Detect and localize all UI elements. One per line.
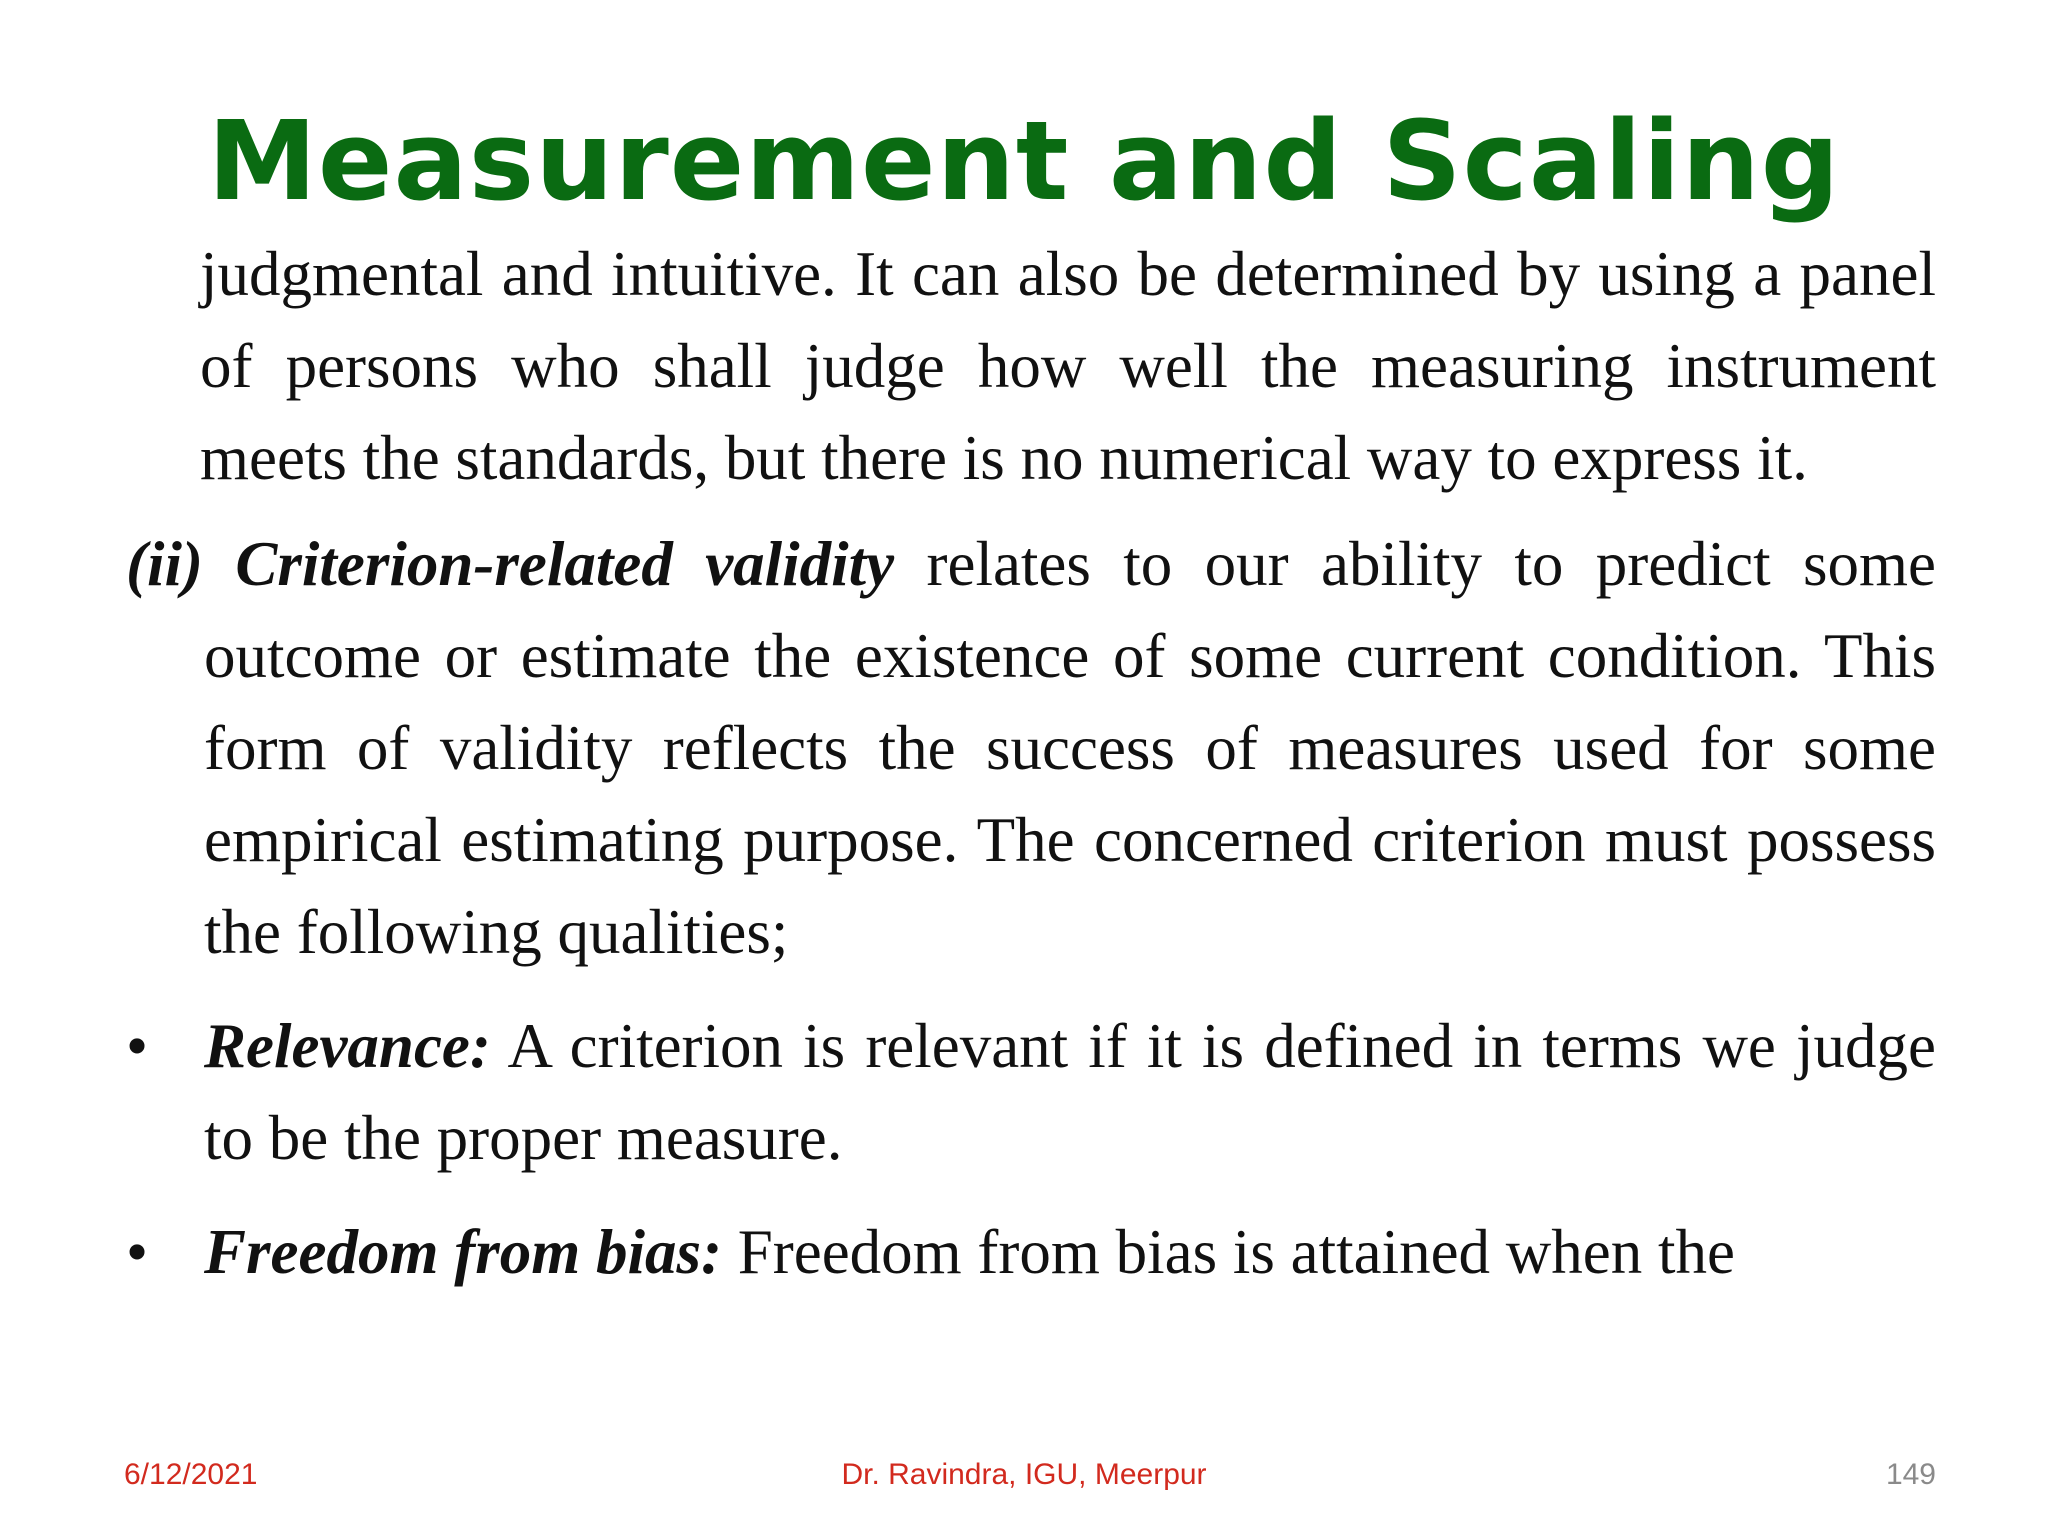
- criterion-validity-text: relates to our ability to predict some outcome or estimate the existence of some current condition. This form of validity reflects the success of measures used for some empirical estimating purpose. The concerned criterion must possess the following qualities;: [204, 529, 1936, 967]
- relevance-text: A criterion is relevant if it is defined in terms we judge to be the proper measure.: [204, 1011, 1936, 1173]
- freedom-from-bias-text: Freedom from bias is attained when the: [721, 1217, 1735, 1287]
- bullet-text-relevance: [204, 1000, 1936, 1184]
- page-number: 149: [1885, 1458, 1936, 1491]
- bullet-icon: •: [126, 1011, 149, 1081]
- bullet-text-freedom-from-bias: [204, 1206, 1936, 1298]
- criterion-validity-label: (ii) Criterion-related validity: [126, 529, 895, 599]
- relevance-label: Relevance:: [204, 1011, 491, 1081]
- freedom-from-bias-label: Freedom from bias:: [204, 1217, 722, 1287]
- bullet-icon: •: [126, 1217, 149, 1287]
- footer-author: Dr. Ravindra, IGU, Meerpur: [841, 1458, 1207, 1491]
- footer-date: 6/12/2021: [124, 1458, 258, 1491]
- slide-title: Measurement and Scaling: [207, 97, 1841, 225]
- paragraph-criterion-validity: [126, 518, 1936, 978]
- list-item: [126, 1206, 1936, 1298]
- list-item: [126, 1000, 1936, 1184]
- slide-body: [126, 228, 1936, 1298]
- paragraph-continuation: judgmental and intuitive. It can also be determined by using a panel of persons who shall judge how well the measuring instrument meets the standards, but there is no numerical way to express it.: [200, 239, 1936, 493]
